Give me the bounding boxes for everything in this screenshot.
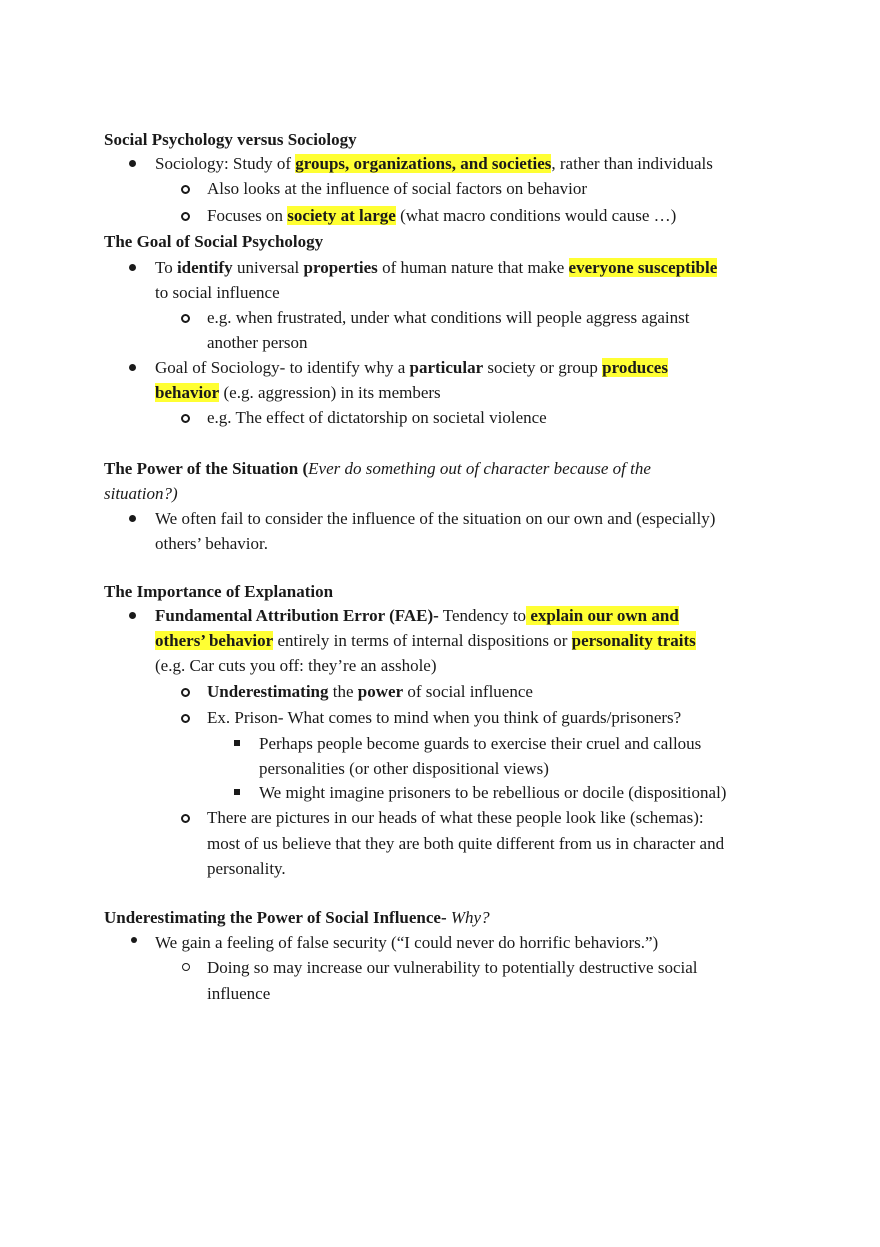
list-item <box>155 154 713 174</box>
hollow-bullet-icon <box>181 414 190 423</box>
bullet-icon <box>129 515 136 522</box>
hollow-bullet-icon <box>181 714 190 723</box>
text: (what macro conditions would cause …) <box>395 206 677 225</box>
text: of social influence <box>403 682 533 701</box>
text: Fundamental Attribution Error (FAE)- <box>155 606 439 625</box>
text: power <box>357 682 404 701</box>
square-bullet-icon <box>234 740 240 746</box>
text: Underestimating <box>207 682 329 701</box>
list-item: Doing so may increase our vulnerability to potentially destructive social <box>207 958 698 977</box>
highlight: everyone susceptible <box>568 258 718 277</box>
text: Focuses on <box>207 206 288 225</box>
list-item: Ex. Prison- What comes to mind when you think of guards/prisoners? <box>207 708 682 727</box>
list-item: We might imagine prisoners to be rebellious or docile (dispositional) <box>259 783 727 802</box>
text: particular <box>409 358 484 377</box>
list-item: e.g. The effect of dictatorship on societal violence <box>207 408 547 427</box>
highlight: behavior <box>155 383 220 402</box>
hollow-bullet-icon <box>181 185 190 194</box>
highlight: others’ behavior <box>155 631 274 650</box>
highlight: produces <box>602 358 668 377</box>
list-item-continuation: (e.g. Car cuts you off: they’re an asshole) <box>155 656 437 675</box>
heading-social-psych-vs-sociology: Social Psychology versus Sociology <box>104 130 357 149</box>
list-item <box>155 606 679 626</box>
list-item-continuation: others’ behavior. <box>155 534 268 553</box>
list-item-continuation: most of us believe that they are both quite different from us in character and <box>207 834 725 853</box>
list-item-continuation: personalities (or other dispositional views) <box>259 759 549 778</box>
text: Why? <box>450 908 490 927</box>
list-item: e.g. when frustrated, under what conditions will people aggress against <box>207 308 690 327</box>
list-item-continuation: another person <box>207 333 308 352</box>
list-item: Also looks at the influence of social factors on behavior <box>207 179 588 198</box>
list-item-continuation: personality. <box>207 859 286 878</box>
hollow-bullet-icon <box>181 688 190 697</box>
heading-continuation: situation?) <box>104 484 178 503</box>
text: Goal of Sociology- to identify why a <box>155 358 410 377</box>
text: identify <box>176 258 233 277</box>
hollow-bullet-icon <box>181 314 190 323</box>
list-item-continuation <box>155 631 696 651</box>
bullet-icon <box>131 937 137 943</box>
list-item-continuation: influence <box>207 984 271 1003</box>
list-item: We gain a feeling of false security (“I could never do horrific behaviors.”) <box>155 933 659 952</box>
list-item: Perhaps people become guards to exercise their cruel and callous <box>259 734 702 753</box>
list-item: We often fail to consider the influence of the situation on our own and (especially) <box>155 509 716 528</box>
bullet-icon <box>129 160 136 167</box>
hollow-bullet-icon <box>182 963 190 971</box>
list-item <box>155 258 717 278</box>
bullet-icon <box>129 264 136 271</box>
text: society or group <box>483 358 603 377</box>
text: Tendency to <box>438 606 527 625</box>
list-item <box>155 358 668 378</box>
heading-importance-of-explanation: The Importance of Explanation <box>104 582 334 601</box>
hollow-bullet-icon <box>181 212 190 221</box>
highlight: personality traits <box>571 631 696 650</box>
text: properties <box>303 258 378 277</box>
list-item: There are pictures in our heads of what these people look like (schemas): <box>207 808 704 827</box>
text: To <box>155 258 177 277</box>
heading-goal-of-social-psych: The Goal of Social Psychology <box>104 232 324 251</box>
bullet-icon <box>129 612 136 619</box>
text: Sociology: Study of <box>155 154 296 173</box>
text: the <box>328 682 358 701</box>
hollow-bullet-icon <box>181 814 190 823</box>
text: (e.g. aggression) in its members <box>219 383 441 402</box>
text: The Power of the Situation ( <box>104 459 309 478</box>
text: universal <box>232 258 304 277</box>
text: of human nature that make <box>377 258 569 277</box>
list-item <box>207 206 676 226</box>
list-item-continuation <box>155 383 441 403</box>
bullet-icon <box>129 364 136 371</box>
square-bullet-icon <box>234 789 240 795</box>
highlight: society at large <box>287 206 396 225</box>
list-item <box>207 682 533 702</box>
text: Underestimating the Power of Social Influence- <box>104 908 451 927</box>
highlight: explain our own and <box>526 606 679 625</box>
text: , rather than individuals <box>551 154 713 173</box>
heading-power-of-situation <box>104 459 651 479</box>
list-item-continuation: to social influence <box>155 283 280 302</box>
text: Ever do something out of character because of the <box>308 459 651 478</box>
text: entirely in terms of internal dispositions or <box>273 631 572 650</box>
heading-underestimating-power <box>104 908 490 928</box>
highlight: groups, organizations, and societies <box>295 154 552 173</box>
